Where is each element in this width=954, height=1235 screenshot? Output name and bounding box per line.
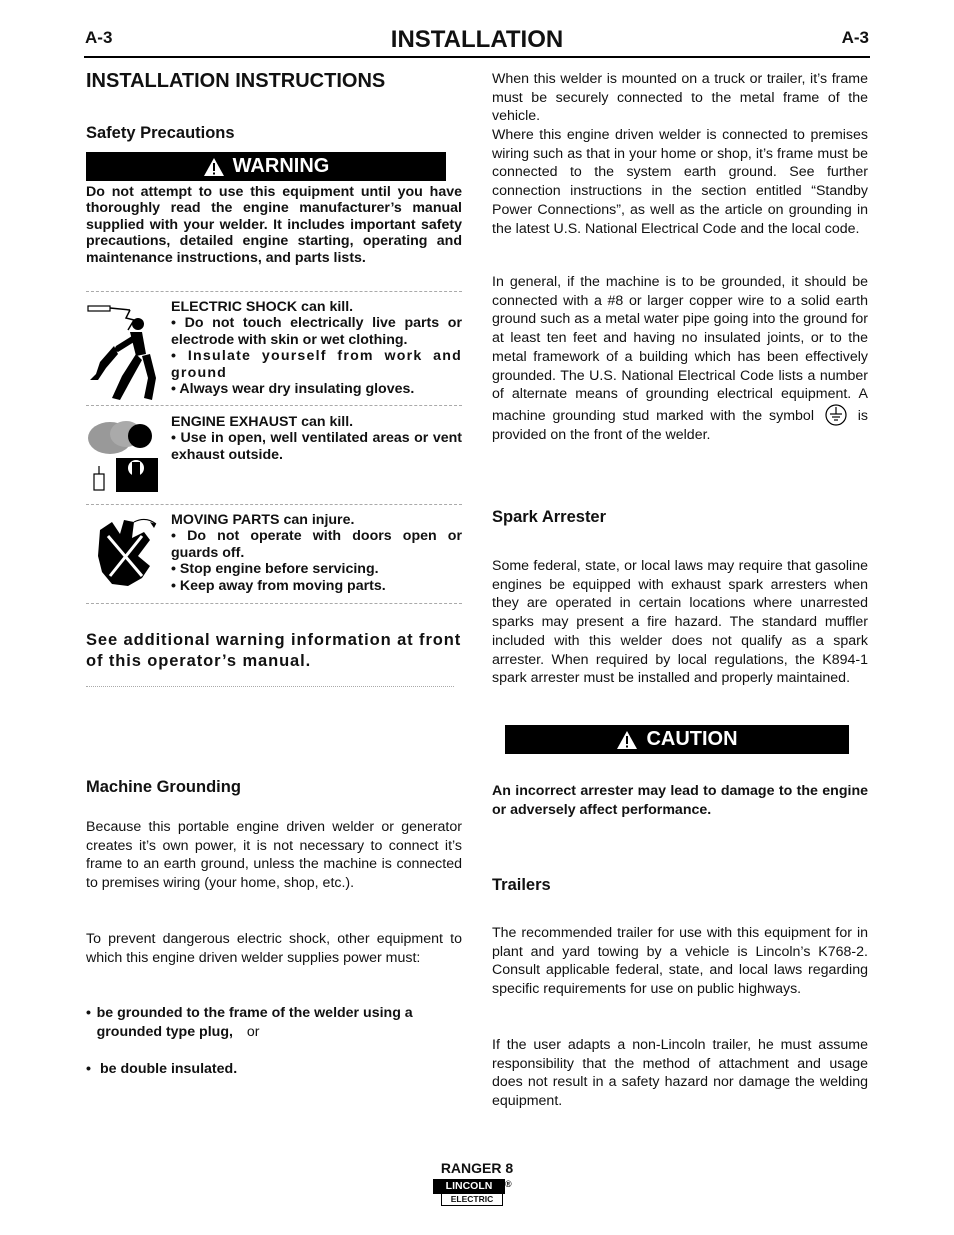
caution-triangle-icon (616, 730, 638, 750)
hazard-title: MOVING PARTS can injure. (171, 512, 355, 528)
registered-mark: ® (505, 1179, 512, 1189)
warning-triangle-icon (203, 157, 225, 177)
warning-banner (86, 152, 446, 181)
grounding-paragraph-2: To prevent dangerous electric shock, other equipment to which this engine driven welder supplies power must: (86, 931, 462, 966)
header-rule (84, 56, 870, 58)
bullet-2-text: be double insulated. (100, 1061, 238, 1077)
moving-parts-hand-icon (94, 516, 164, 588)
caution-label: CAUTION (646, 728, 738, 750)
grounding-general-paragraph (492, 273, 868, 445)
lincoln-electric-logo (433, 1179, 513, 1207)
model-name: RANGER 8 (440, 1160, 514, 1176)
divider (86, 504, 462, 505)
hazard-title: ELECTRIC SHOCK can kill. (171, 299, 354, 315)
grounding-general-text: In general, if the machine is to be grounded, it should be connected with a #8 or larger copper wire to a solid earth ground such as a metal water pipe going into the ground for at least ten feet and having no insulated joints, or to the metal framework of a building which has been effectively grounded. The U.S. National Electrical Code lists a number of alternate means of grounding electrical equipment. A machine grounding stud marked with the symbol (492, 274, 868, 424)
hazard-line: • Stop engine before servicing. (171, 561, 379, 578)
caution-text: An incorrect arrester may lead to damage to the engine or adversely affect performance. (492, 783, 868, 818)
engine-exhaust-warning (171, 414, 462, 463)
ground-symbol-icon (824, 404, 848, 426)
divider (86, 603, 462, 604)
spark-arrester-paragraph: Some federal, state, or local laws may require that gasoline engines be equipped with exhaust spark arresters when they are operated in certain locations where unarrested sparks may present a fire hazard. The standard muffler included with this welder does not qualify as a spark arrester. When required by local regulations, the K894-1 spark arrester must be installed and properly maintained. (492, 558, 868, 687)
hazard-line: • Always wear dry insulating gloves. (171, 381, 415, 398)
safety-precautions-heading: Safety Precautions (86, 124, 235, 142)
hazard-line: • Use in open, well ventilated areas or vent exhaust outside. (171, 430, 462, 463)
spark-arrester-heading: Spark Arrester (492, 508, 607, 526)
machine-grounding-heading: Machine Grounding (86, 778, 241, 796)
moving-parts-warning (171, 512, 462, 594)
hazard-line: • Do not touch electrically live parts or electrode with skin or wet clothing. (171, 315, 462, 348)
grounding-bullet-2 (86, 1060, 462, 1079)
installation-instructions-heading: INSTALLATION INSTRUCTIONS (86, 70, 386, 92)
bullet-mark: • (86, 1005, 91, 1021)
electric-shock-icon (86, 302, 164, 402)
page-number-right: A-3 (841, 28, 869, 47)
hazard-title: ENGINE EXHAUST can kill. (171, 414, 354, 430)
bullet-mark: • (86, 1061, 91, 1077)
warning-label: WARNING (232, 155, 330, 177)
electric-shock-warning (171, 299, 462, 397)
page-number-left: A-3 (85, 28, 113, 47)
hazard-line: • Do not operate with doors open or guards off. (171, 528, 462, 561)
hazard-line: • Keep away from moving parts. (171, 577, 386, 594)
bullet-1-text: be grounded to the frame of the welder using a grounded type plug, (96, 1005, 413, 1040)
trailers-paragraph-2: If the user adapts a non-Lincoln trailer, he must assume responsibility that the method of attachment and usage does not result in a safety hazard nor damage the welding equipment. (492, 1037, 868, 1110)
bullet-1-tail: or (246, 1023, 260, 1040)
grounding-paragraph-1: Because this portable engine driven welder or generator creates it’s own power, it is not necessary to connect it’s frame to an earth ground, unless the machine is connected to premises wiring (your home, shop, etc.). (86, 819, 462, 892)
hazard-line: • Insulate yourself from work and ground (171, 348, 462, 381)
divider (86, 686, 454, 687)
divider (86, 405, 462, 406)
warning-text: Do not attempt to use this equipment until you have thoroughly read the engine manufacturer’s manual supplied with your welder. It includes important safety precautions, detailed engine starting, operating and maintenance instructions, and parts lists. (86, 184, 462, 266)
divider (86, 291, 462, 292)
grounding-general-tail: is provided on the front of the welder. (492, 407, 868, 443)
see-additional-warning: See additional warning information at front of this operator’s manual. (86, 631, 462, 670)
premises-wiring-paragraph: Where this engine driven welder is connected to premises wiring such as that in your home or shop, it’s frame must be connected to the system earth ground. See further connection instructions in the section entitled “Standby Power Connections”, as well as the article on grounding in the latest U.S. National Electrical Code and the local code. (492, 127, 868, 237)
page-title: INSTALLATION (390, 26, 564, 53)
truck-trailer-paragraph: When this welder is mounted on a truck or trailer, it’s frame must be securely connected to the metal frame of the vehicle. (492, 71, 868, 125)
logo-top: LINCOLN (433, 1179, 505, 1194)
trailers-heading: Trailers (492, 876, 551, 894)
engine-exhaust-icon (86, 418, 164, 498)
caution-banner (505, 725, 849, 754)
grounding-bullet-1 (86, 1004, 462, 1041)
logo-bottom: ELECTRIC (441, 1193, 503, 1206)
trailers-paragraph-1: The recommended trailer for use with this equipment for in plant and yard towing by a vehicle is Lincoln’s K768-2. Consult applicable federal, state, and local laws regarding specific requirements for use on public highways. (492, 925, 868, 998)
